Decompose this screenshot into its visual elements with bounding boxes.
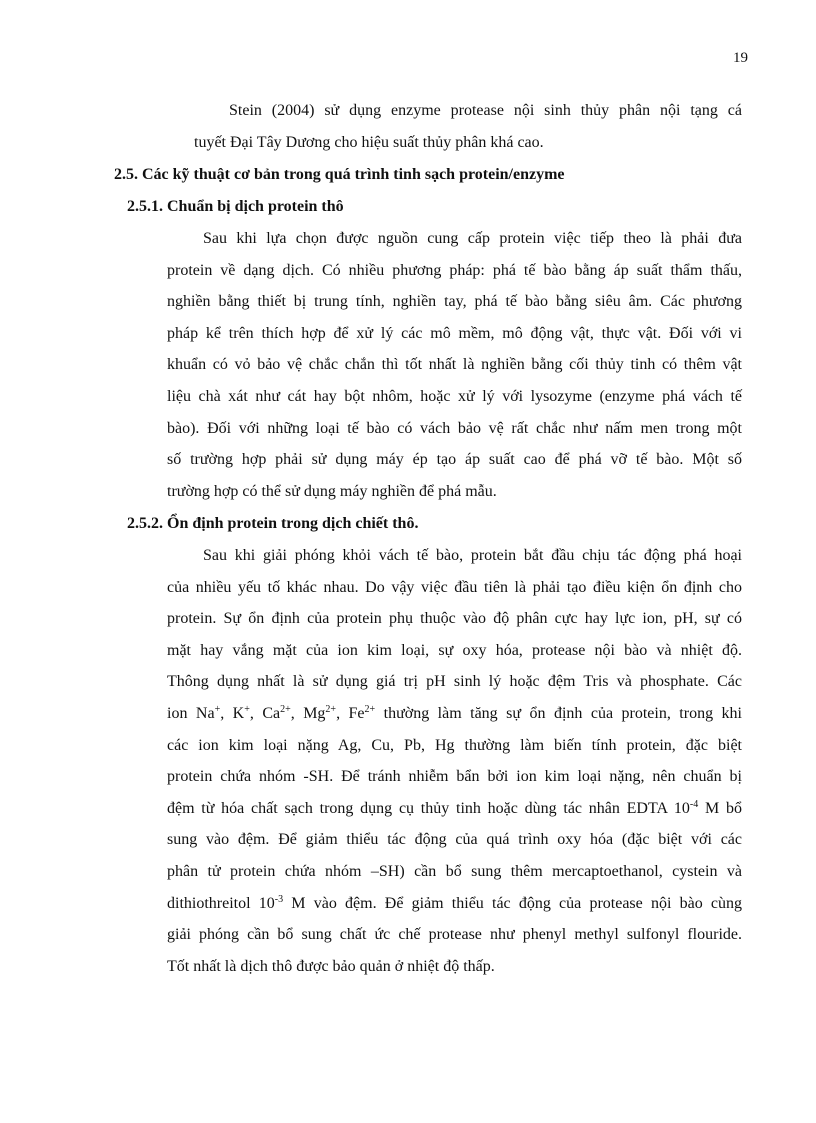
section-heading-2-5: 2.5. Các kỹ thuật cơ bản trong quá trình tinh sạch protein/enzyme: [114, 166, 565, 183]
text-run: , Ca: [249, 704, 281, 722]
paragraph-line: nghiền bằng thiết bị trung tính, nghiền tay, phá tế bào bằng siêu âm. Các phương: [167, 293, 742, 311]
section-heading-2-5-2: 2.5.2. Ổn định protein trong dịch chiết thô.: [127, 515, 419, 532]
text-run: dithiothreitol 10: [167, 894, 275, 912]
paragraph-line: protein về dạng dịch. Có nhiều phương pháp: phá tế bào bằng áp suất thẩm thấu,: [167, 261, 742, 279]
paragraph-line: tuyết Đại Tây Dương cho hiệu suất thủy phân khá cao.: [194, 133, 544, 151]
paragraph-line: liệu chà xát như cát hay bột nhôm, hoặc xử lý với lysozyme (enzyme phá vách tế: [167, 387, 742, 405]
ion-charge: 2+: [325, 703, 337, 715]
section-heading-2-5-1: 2.5.1. Chuẩn bị dịch protein thô: [127, 198, 344, 215]
paragraph-line: Stein (2004) sử dụng enzyme protease nội sinh thủy phân nội tạng cá: [229, 102, 742, 119]
paragraph-line: trường hợp có thể sử dụng máy nghiền để phá mẫu.: [167, 482, 497, 500]
text-run: , Mg: [290, 704, 326, 722]
paragraph-line: số trường hợp phải sử dụng máy ép tạo áp suất cao để phá vỡ tế bào. Một số: [167, 451, 742, 469]
paragraph-line: Thông dụng nhất là sử dụng giá trị pH sinh lý hoặc đệm Tris và phosphate. Các: [167, 673, 742, 691]
paragraph-line: pháp kể trên thích hợp để xử lý các mô mềm, mô động vật, thực vật. Đối với vi: [167, 324, 742, 342]
paragraph-2-5-2: [167, 540, 742, 982]
text-run: , Fe: [336, 704, 365, 722]
text-run: M bổ: [698, 799, 742, 817]
page-number: 19: [733, 50, 748, 66]
ion-charge: 2+: [364, 703, 376, 715]
paragraph-line: sung vào đệm. Để giảm thiểu tác động của quá trình oxy hóa (đặc biệt với các: [167, 831, 742, 849]
paragraph-line-ions: [167, 698, 742, 730]
paragraph-2-5-1: [167, 223, 742, 507]
paragraph-line: protein. Sự ổn định của protein phụ thuộc vào độ phân cực hay lực ion, pH, sự có: [167, 610, 742, 628]
paragraph-line-edta: [167, 793, 742, 825]
paragraph-line: giải phóng cần bổ sung chất ức chế protease như phenyl methyl sulfonyl flouride.: [167, 926, 742, 944]
paragraph-line: Sau khi giải phóng khỏi vách tế bào, protein bắt đầu chịu tác động phá hoại: [203, 547, 742, 564]
text-run: thường làm tăng sự ổn định của protein, trong khi: [375, 704, 742, 722]
ion-charge: +: [244, 703, 250, 715]
paragraph-line-dithiothreitol: [167, 888, 742, 920]
paragraph-line: protein chứa nhóm -SH. Để tránh nhiễm bẩn bởi ion kim loại nặng, nên chuẩn bị: [167, 768, 742, 786]
paragraph-line: bào). Đối với những loại tế bào có vách bảo vệ rất chắc như nấm men trong một: [167, 419, 742, 437]
paragraph-line: mặt hay vắng mặt của ion kim loại, sự oxy hóa, protease nội bào và nhiệt độ.: [167, 641, 742, 659]
text-run: ion Na: [167, 704, 215, 722]
exponent: -4: [689, 798, 699, 810]
ion-charge: 2+: [280, 703, 291, 715]
paragraph-line: Sau khi lựa chọn được nguồn cung cấp protein việc tiếp theo là phải đưa: [203, 230, 742, 247]
intro-paragraph: [167, 95, 742, 158]
text-run: đệm từ hóa chất sạch trong dụng cụ thủy tinh hoặc dùng tác nhân EDTA 10: [167, 799, 690, 817]
paragraph-line: khuẩn có vỏ bảo vệ chắc chắn thì tốt nhất là nghiền bằng cối thủy tinh có thêm vật: [167, 356, 742, 374]
ion-charge: +: [214, 703, 221, 715]
paragraph-line: phân tử protein chứa nhóm –SH) cần bổ sung thêm mercaptoethanol, cystein và: [167, 862, 742, 880]
paragraph-line: Tốt nhất là dịch thô được bảo quản ở nhiệt độ thấp.: [167, 957, 495, 975]
paragraph-line: các ion kim loại nặng Ag, Cu, Pb, Hg thường làm biến tính protein, đặc biệt: [167, 736, 742, 754]
text-run: , K: [220, 704, 245, 722]
exponent: -3: [274, 893, 284, 905]
text-run: M vào đệm. Để giảm thiểu tác động của protease nội bào cùng: [283, 894, 742, 912]
paragraph-line: của nhiều yếu tố khác nhau. Do vậy việc đầu tiên là phải tạo điều kiện ổn định cho: [167, 578, 742, 596]
